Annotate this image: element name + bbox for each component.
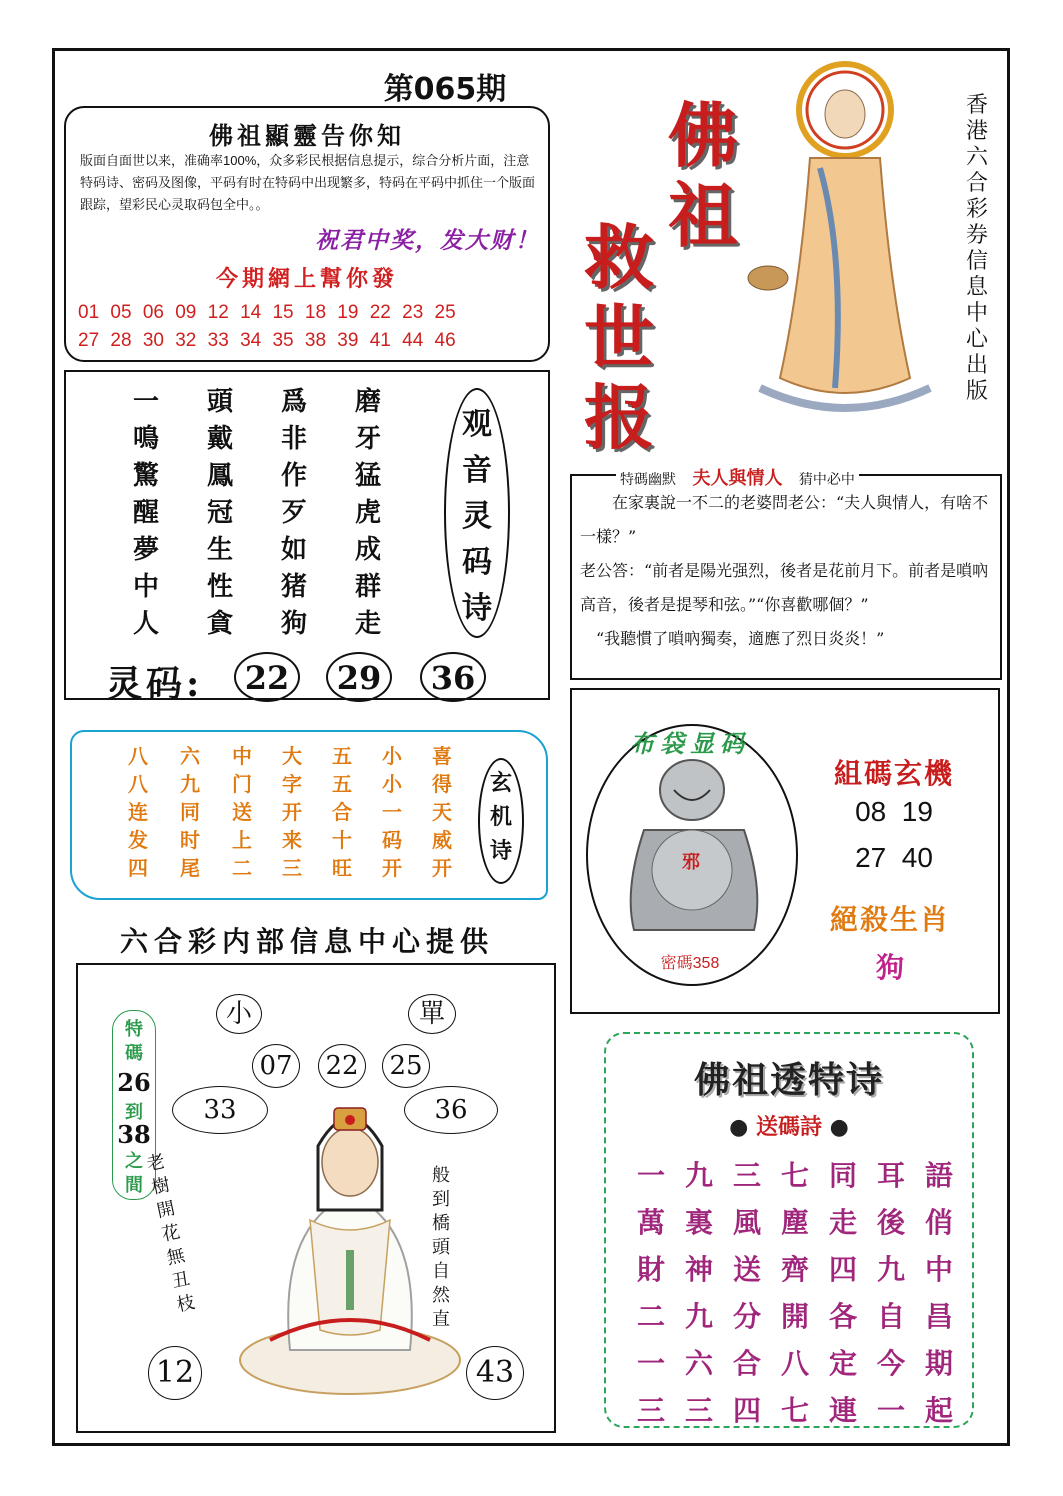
poem-oval-title: 观音灵码诗 bbox=[462, 407, 492, 626]
buddha-figure-image bbox=[740, 58, 950, 428]
tema-label: 特碼 bbox=[125, 1019, 143, 1064]
special-poem-subtitle: ● 送碼詩 ● bbox=[729, 1114, 849, 1140]
publisher-text: 香港六合彩券信息中心出版 bbox=[965, 92, 988, 403]
xuanji-column: 六九同时尾 bbox=[180, 744, 200, 880]
combo-pair: 27 40 bbox=[855, 842, 933, 873]
title-char: 佛 bbox=[668, 94, 738, 177]
combo-pair: 08 19 bbox=[855, 796, 933, 827]
budai-title: 布袋显码 bbox=[630, 729, 750, 758]
ling-number: 29 bbox=[326, 652, 392, 702]
xuanji-column: 大字开来三 bbox=[282, 744, 302, 880]
tema-from: 26 bbox=[117, 1068, 151, 1097]
left-poem-text: 老樹開花無丑枝 bbox=[144, 1150, 197, 1317]
poem-column: 頭戴鳳冠生性貪 bbox=[206, 387, 233, 639]
title-char: 祖 bbox=[668, 174, 738, 257]
poem-column: 磨牙猛虎成群走 bbox=[354, 387, 381, 639]
xuanji-column: 八八连发四 bbox=[128, 744, 148, 880]
special-poem-column: 耳後九自今一 bbox=[876, 1159, 905, 1427]
special-poem-column: 一萬財二一三 bbox=[636, 1159, 665, 1427]
kill-zodiac-label: 絕殺生肖 bbox=[829, 903, 950, 936]
title-char: 报 bbox=[584, 376, 654, 459]
bottom-left-number: 12 bbox=[148, 1346, 202, 1400]
bottom-right-number: 43 bbox=[466, 1346, 524, 1400]
joke-text: 在家裏說一不二的老婆問老公：“夫人與情人，有啥不一樣？” 老公答：“前者是陽光强烈，後者是花前月下。前者是嗩吶高音，後者是提琴和弦。”“你喜歡哪個？” “我聽慣了嗩吶獨奏，適應了烈日炎炎！” bbox=[580, 493, 989, 648]
provider-text: 六合彩内部信息中心提供 bbox=[119, 925, 494, 958]
right-oval-number: 36 bbox=[404, 1086, 498, 1134]
notice-body: 版面自面世以来，准确率100%，众多彩民根据信息提示，综合分析片面，注意特码诗、密码及图像，平码有时在特码中出现繁多，特码在平码中抓住一个版面跟踪，望彩民心灵取码包全中。。 bbox=[80, 153, 536, 212]
special-poem-title: 佛祖透特诗 bbox=[693, 1059, 884, 1101]
joke-header-right: 猜中必中 bbox=[798, 472, 855, 488]
poem-column: 爲非作歹如猪狗 bbox=[280, 387, 307, 639]
tema-between: 之間 bbox=[125, 1151, 143, 1196]
left-oval-number: 33 bbox=[172, 1086, 268, 1134]
numbers-row-2: 27 28 30 32 33 34 35 38 39 41 44 46 bbox=[78, 330, 456, 351]
tema-number: 22 bbox=[318, 1044, 366, 1088]
secret-code: 密碼358 bbox=[660, 955, 720, 972]
guanyin-figure-image bbox=[230, 1100, 470, 1400]
xuanji-column: 小小一码开 bbox=[382, 744, 402, 880]
title-char: 救 bbox=[584, 216, 654, 299]
single-marker: 單 bbox=[408, 994, 456, 1034]
special-poem-column: 三風送分合四 bbox=[732, 1159, 761, 1427]
special-poem-subtitle-text: 送碼詩 bbox=[755, 1114, 822, 1140]
tema-to: 38 bbox=[117, 1120, 151, 1149]
notice-title: 佛祖顯靈告你知 bbox=[209, 121, 405, 150]
budai-seal: 邪 bbox=[682, 852, 700, 873]
combo-title: 組碼玄機 bbox=[833, 757, 954, 790]
issue-number: 第065期 bbox=[383, 72, 507, 107]
xuanji-label: 玄机诗 bbox=[489, 770, 512, 864]
ling-number: 36 bbox=[420, 652, 486, 702]
today-label: 今期網上幫你發 bbox=[215, 266, 398, 292]
xuanji-column: 喜得天威开 bbox=[432, 744, 452, 880]
tema-number: 25 bbox=[382, 1044, 430, 1088]
tema-to-word: 到 bbox=[125, 1102, 143, 1123]
joke-title: 夫人與情人 bbox=[692, 468, 783, 489]
special-poem-column: 七塵齊開八七 bbox=[780, 1159, 809, 1427]
slogan: 祝君中奖，发大财！ bbox=[315, 227, 540, 254]
kill-zodiac-value: 狗 bbox=[875, 951, 904, 984]
joke-header-left: 特碼幽默 bbox=[620, 472, 676, 488]
special-poem-column: 九裏神九六三 bbox=[684, 1159, 713, 1427]
ling-code-label: 灵码: bbox=[106, 663, 204, 705]
xuanji-column: 五五合十旺 bbox=[332, 744, 352, 880]
special-poem-column: 語俏中昌期起 bbox=[924, 1159, 953, 1427]
tema-number: 07 bbox=[252, 1044, 300, 1088]
special-poem-column: 同走四各定連 bbox=[828, 1159, 857, 1427]
right-poem-text: 般到橋頭自然直 bbox=[432, 1165, 450, 1330]
ling-number: 22 bbox=[234, 652, 300, 702]
numbers-row-1: 01 05 06 09 12 14 15 18 19 22 23 25 bbox=[78, 302, 456, 323]
poem-column: 一鳴驚醒夢中人 bbox=[132, 387, 159, 639]
xuanji-column: 中门送上二 bbox=[232, 744, 252, 880]
title-char: 世 bbox=[584, 296, 654, 379]
small-marker: 小 bbox=[216, 994, 262, 1034]
